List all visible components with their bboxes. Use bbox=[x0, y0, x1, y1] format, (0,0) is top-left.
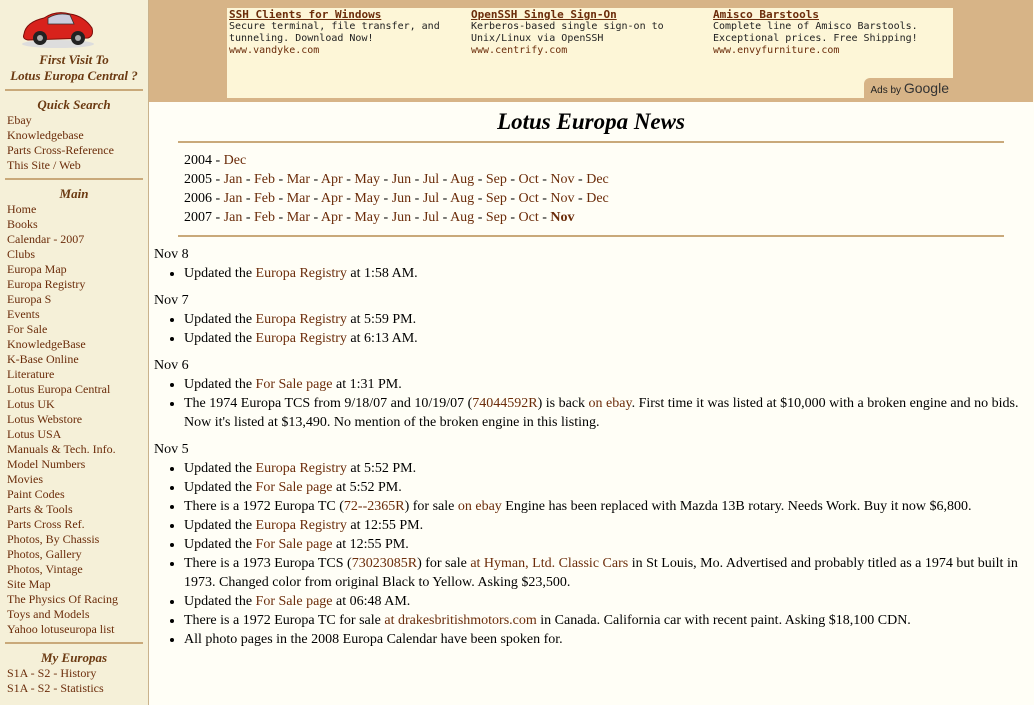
news-items bbox=[154, 375, 1028, 432]
news-text: . First time it was listed at $10,000 with a broken engine and no bids. Now it's listed at $13,490. No mention of the broken engine in this listing. bbox=[184, 396, 1019, 430]
archive-sep: - bbox=[411, 210, 423, 225]
archive-sep: - bbox=[212, 191, 224, 206]
archive-sep: - bbox=[242, 172, 255, 187]
archive-month-jun[interactable]: Jun bbox=[391, 191, 412, 206]
archive-sep: - bbox=[275, 210, 287, 225]
ad-url[interactable]: www.envyfurniture.com bbox=[713, 45, 840, 56]
main-nav-link-k-base-online[interactable]: K-Base Online bbox=[7, 352, 79, 366]
news-text: Updated the bbox=[184, 537, 256, 552]
archive-month-may[interactable]: May bbox=[354, 172, 381, 187]
archive-sep: - bbox=[380, 172, 392, 187]
divider bbox=[5, 642, 143, 644]
divider bbox=[178, 235, 1004, 237]
archive-month-apr[interactable]: Apr bbox=[320, 172, 343, 187]
news-day-title: Nov 6 bbox=[154, 358, 189, 373]
main-nav-item bbox=[7, 562, 148, 577]
archive-sep: - bbox=[310, 191, 321, 206]
news-text: Updated the bbox=[184, 266, 256, 281]
archive-sep: - bbox=[310, 210, 321, 225]
news-item bbox=[184, 375, 1028, 394]
news-day bbox=[154, 245, 1028, 283]
news-link-for-sale-page[interactable]: For Sale page bbox=[255, 377, 333, 392]
archive-month-sep[interactable]: Sep bbox=[485, 172, 507, 187]
news-text: at 12:55 PM. bbox=[346, 518, 424, 533]
divider bbox=[5, 178, 143, 180]
main-nav-link-photos-by-chassis[interactable]: Photos, By Chassis bbox=[7, 532, 100, 546]
main-nav-link-europa-map[interactable]: Europa Map bbox=[7, 262, 67, 276]
ad-text: Secure terminal, file transfer, and tunneling. Download Now! bbox=[229, 21, 440, 44]
ad-text: Complete line of Amisco Barstools. Exceptional prices. Free Shipping! bbox=[713, 21, 918, 44]
quick-search-heading: Quick Search bbox=[37, 97, 111, 112]
archive-sep: - bbox=[474, 210, 486, 225]
archive-month-oct[interactable]: Oct bbox=[518, 191, 539, 206]
main-nav-item bbox=[7, 502, 148, 517]
main-nav-link-europa-s[interactable]: Europa S bbox=[7, 292, 52, 306]
archive-row bbox=[184, 151, 1028, 170]
news-link-europa-registry[interactable]: Europa Registry bbox=[255, 331, 347, 346]
news-items bbox=[154, 310, 1028, 348]
archive-month-aug[interactable]: Aug bbox=[450, 172, 475, 187]
news-item bbox=[184, 478, 1028, 497]
news-day bbox=[154, 440, 1028, 649]
news-link-for-sale-page[interactable]: For Sale page bbox=[255, 594, 333, 609]
archive-month-jul[interactable]: Jul bbox=[422, 172, 440, 187]
ad-title[interactable]: Amisco Barstools bbox=[713, 8, 819, 21]
news-text: Updated the bbox=[184, 312, 256, 327]
news-item bbox=[184, 329, 1028, 348]
main-nav-link-books[interactable]: Books bbox=[7, 217, 38, 231]
main-nav-link-parts-tools[interactable]: Parts & Tools bbox=[7, 502, 73, 516]
main-nav-link-lotus-europa-central[interactable]: Lotus Europa Central bbox=[7, 382, 111, 396]
quick-search-link-this-site-web[interactable]: This Site / Web bbox=[7, 158, 81, 172]
archive-sep: - bbox=[275, 191, 287, 206]
news-text: at 5:52 PM. bbox=[346, 461, 417, 476]
main-nav-item bbox=[7, 217, 148, 232]
red-car-logo-icon[interactable] bbox=[18, 4, 98, 50]
main-nav-link-for-sale[interactable]: For Sale bbox=[7, 322, 48, 336]
main-nav-link-site-map[interactable]: Site Map bbox=[7, 577, 51, 591]
archive-sep: - bbox=[275, 172, 287, 187]
main-nav-item bbox=[7, 337, 148, 352]
news-link-for-sale-page[interactable]: For Sale page bbox=[255, 480, 333, 495]
archive-month-feb[interactable]: Feb bbox=[254, 191, 276, 206]
news-text: Updated the bbox=[184, 518, 256, 533]
news-item bbox=[184, 264, 1028, 283]
main-nav-link-yahoo-lotuseuropa-list[interactable]: Yahoo lotuseuropa list bbox=[7, 622, 115, 636]
archive-sep: - bbox=[439, 191, 451, 206]
my-europas-heading: My Europas bbox=[40, 650, 108, 665]
news-text: There is a 1972 Europa TC ( bbox=[184, 499, 344, 514]
news-text: at 5:52 PM. bbox=[332, 480, 402, 495]
quick-search-item bbox=[7, 113, 148, 128]
news-text: ) for sale bbox=[417, 556, 471, 571]
archive-year: 2007 bbox=[184, 210, 212, 225]
archive-sep: - bbox=[574, 172, 587, 187]
main-nav-link-manuals-tech-info[interactable]: Manuals & Tech. Info. bbox=[7, 442, 116, 456]
news-item bbox=[184, 516, 1028, 535]
archive-month-jul[interactable]: Jul bbox=[422, 210, 440, 225]
main-nav-link-toys-and-models[interactable]: Toys and Models bbox=[7, 607, 90, 621]
news-link-at-drakesbritishmotors-com[interactable]: at drakesbritishmotors.com bbox=[384, 613, 537, 628]
archive-sep: - bbox=[380, 191, 392, 206]
news-text: in St Louis, Mo. Advertised and probably titled as a 1974 but built in 1973. Changed color from original Black to Yellow. Asking $23,500. bbox=[184, 556, 1018, 590]
main-nav-item bbox=[7, 517, 148, 532]
news-text: All photo pages in the 2008 Europa Calendar have been spoken for. bbox=[184, 632, 563, 647]
main-nav-link-movies[interactable]: Movies bbox=[7, 472, 43, 486]
ad-banner bbox=[149, 0, 1033, 102]
news-item bbox=[184, 394, 1028, 432]
archive-month-feb[interactable]: Feb bbox=[254, 210, 276, 225]
main-nav-item bbox=[7, 487, 148, 502]
main-nav-link-photos-gallery[interactable]: Photos, Gallery bbox=[7, 547, 82, 561]
news-day bbox=[154, 291, 1028, 348]
archive-month-nov[interactable]: Nov bbox=[550, 172, 575, 187]
archive-sep: - bbox=[538, 210, 551, 225]
news-text: at 1:58 AM. bbox=[346, 266, 418, 281]
news-text: in Canada. California car with recent paint. Asking $18,100 CDN. bbox=[536, 613, 911, 628]
archive-month-jan[interactable]: Jan bbox=[223, 210, 243, 225]
archive-month-may[interactable]: May bbox=[354, 210, 381, 225]
ad-url[interactable]: www.vandyke.com bbox=[229, 45, 320, 56]
quick-search-item bbox=[7, 158, 148, 173]
main-nav-link-paint-codes[interactable]: Paint Codes bbox=[7, 487, 65, 501]
news-link-for-sale-page[interactable]: For Sale page bbox=[255, 537, 333, 552]
archive-month-apr[interactable]: Apr bbox=[320, 191, 343, 206]
archive-sep: - bbox=[242, 191, 255, 206]
news-items bbox=[154, 264, 1028, 283]
main-nav-item bbox=[7, 547, 148, 562]
archive-sep: - bbox=[538, 191, 551, 206]
main-content bbox=[154, 102, 1028, 649]
archive-month-mar[interactable]: Mar bbox=[286, 191, 311, 206]
news-link-on-ebay[interactable]: on ebay bbox=[457, 499, 502, 514]
ad-title[interactable]: SSH Clients for Windows bbox=[229, 8, 382, 21]
news-day-title: Nov 5 bbox=[154, 442, 189, 457]
news-text: Updated the bbox=[184, 331, 256, 346]
archive-sep: - bbox=[310, 172, 321, 187]
archive-sep: - bbox=[342, 210, 355, 225]
main-nav-link-lotus-usa[interactable]: Lotus USA bbox=[7, 427, 62, 441]
first-visit-line1[interactable]: First Visit To bbox=[39, 52, 109, 67]
my-europas-item bbox=[7, 666, 148, 681]
news-day bbox=[154, 356, 1028, 432]
news-items bbox=[154, 459, 1028, 649]
archive-sep: - bbox=[342, 191, 355, 206]
main-nav-item bbox=[7, 277, 148, 292]
main-nav-link-events[interactable]: Events bbox=[7, 307, 40, 321]
news-day-title: Nov 7 bbox=[154, 293, 189, 308]
news-link-73023085r[interactable]: 73023085R bbox=[351, 556, 418, 571]
main-nav-link-home[interactable]: Home bbox=[7, 202, 37, 216]
ad-box bbox=[227, 8, 953, 98]
archive-month-oct[interactable]: Oct bbox=[518, 172, 539, 187]
main-nav-link-parts-cross-ref[interactable]: Parts Cross Ref. bbox=[7, 517, 85, 531]
archive-year: 2005 bbox=[184, 172, 212, 187]
ad-title[interactable]: OpenSSH Single Sign-On bbox=[471, 8, 617, 21]
archive-month-may[interactable]: May bbox=[354, 191, 381, 206]
main-nav-item bbox=[7, 397, 148, 412]
ad-1[interactable] bbox=[229, 9, 463, 57]
news-text: Updated the bbox=[184, 377, 256, 392]
main-nav-item bbox=[7, 382, 148, 397]
news-item bbox=[184, 459, 1028, 478]
main-nav-item bbox=[7, 292, 148, 307]
ad-2[interactable] bbox=[471, 9, 705, 57]
page-title: Lotus Europa News bbox=[497, 109, 685, 134]
archive-sep: - bbox=[506, 210, 519, 225]
archive-month-dec[interactable]: Dec bbox=[586, 172, 609, 187]
ad-url[interactable]: www.centrify.com bbox=[471, 45, 568, 56]
news-day-title: Nov 8 bbox=[154, 247, 189, 262]
news-text: at 1:31 PM. bbox=[332, 377, 402, 392]
archive-year: 2006 bbox=[184, 191, 212, 206]
news-link-at-hyman-ltd-classic-cars[interactable]: at Hyman, Ltd. Classic Cars bbox=[470, 556, 629, 571]
archive-month-jan[interactable]: Jan bbox=[223, 172, 243, 187]
archive-month-sep[interactable]: Sep bbox=[485, 210, 507, 225]
news-item bbox=[184, 554, 1028, 592]
archive-sep: - bbox=[342, 172, 355, 187]
news-link-74044592r[interactable]: 74044592R bbox=[472, 396, 538, 411]
news-item bbox=[184, 611, 1028, 630]
news-text: at 5:59 PM. bbox=[346, 312, 417, 327]
news-text: at 6:13 AM. bbox=[346, 331, 418, 346]
my-europas-list bbox=[0, 666, 148, 696]
main-nav-link-europa-registry[interactable]: Europa Registry bbox=[7, 277, 86, 291]
news-text: ) for sale bbox=[404, 499, 458, 514]
news-item bbox=[184, 535, 1028, 554]
archive-month-dec[interactable]: Dec bbox=[223, 153, 247, 168]
archive-month-jun[interactable]: Jun bbox=[391, 210, 412, 225]
divider bbox=[5, 89, 143, 91]
main-nav-item bbox=[7, 577, 148, 592]
archive-month-aug[interactable]: Aug bbox=[450, 191, 475, 206]
first-visit-link[interactable] bbox=[0, 52, 148, 84]
news-link-on-ebay[interactable]: on ebay bbox=[588, 396, 632, 411]
news-text: Updated the bbox=[184, 461, 256, 476]
main-nav-item bbox=[7, 247, 148, 262]
archive-sep: - bbox=[212, 172, 224, 187]
main-nav-link-the-physics-of-racing[interactable]: The Physics Of Racing bbox=[7, 592, 118, 606]
archive-sep: - bbox=[411, 191, 423, 206]
my-europas-link-s1a-s2-history[interactable]: S1A - S2 - History bbox=[7, 666, 97, 680]
archive-month-dec[interactable]: Dec bbox=[586, 191, 609, 206]
archive-sep: - bbox=[242, 210, 255, 225]
archive-year: 2004 bbox=[184, 153, 212, 168]
main-nav-item bbox=[7, 232, 148, 247]
quick-search-item bbox=[7, 143, 148, 158]
google-logo[interactable]: Google bbox=[903, 80, 949, 96]
archive-sep: - bbox=[212, 210, 224, 225]
my-europas-item bbox=[7, 681, 148, 696]
news-link-europa-registry[interactable]: Europa Registry bbox=[255, 461, 347, 476]
news-item bbox=[184, 592, 1028, 611]
news-list bbox=[154, 245, 1028, 649]
main-nav-item bbox=[7, 352, 148, 367]
archive-sep: - bbox=[439, 172, 451, 187]
news-link-europa-registry[interactable]: Europa Registry bbox=[255, 312, 347, 327]
archive-month-jan[interactable]: Jan bbox=[223, 191, 243, 206]
news-text: at 12:55 PM. bbox=[332, 537, 409, 552]
archive-sep: - bbox=[411, 172, 423, 187]
main-nav-link-lotus-webstore[interactable]: Lotus Webstore bbox=[7, 412, 83, 426]
main-nav-link-photos-vintage[interactable]: Photos, Vintage bbox=[7, 562, 83, 576]
archive-month-aug[interactable]: Aug bbox=[450, 210, 475, 225]
first-visit-line2[interactable]: Lotus Europa Central ? bbox=[10, 68, 138, 83]
ads-by-label: Ads by bbox=[870, 85, 902, 96]
main-nav-item bbox=[7, 262, 148, 277]
main-nav-item bbox=[7, 412, 148, 427]
news-item bbox=[184, 497, 1028, 516]
main-nav-item bbox=[7, 622, 148, 637]
news-item bbox=[184, 630, 1028, 649]
archive-month-feb[interactable]: Feb bbox=[254, 172, 276, 187]
main-nav-link-calendar-2007[interactable]: Calendar - 2007 bbox=[7, 232, 85, 246]
main-nav-item bbox=[7, 367, 148, 382]
main-nav-link-lotus-uk[interactable]: Lotus UK bbox=[7, 397, 55, 411]
archive-sep: - bbox=[538, 172, 551, 187]
archive-row bbox=[184, 170, 1028, 189]
news-text: at 06:48 AM. bbox=[332, 594, 411, 609]
archive-month-nov[interactable]: Nov bbox=[550, 210, 575, 225]
my-europas-link-s1a-s2-statistics[interactable]: S1A - S2 - Statistics bbox=[7, 681, 104, 695]
ad-3[interactable] bbox=[713, 9, 947, 57]
main-nav-item bbox=[7, 607, 148, 622]
quick-search-list bbox=[0, 113, 148, 173]
main-nav-item bbox=[7, 457, 148, 472]
archive-sep: - bbox=[380, 210, 392, 225]
quick-search-link-ebay[interactable]: Ebay bbox=[7, 113, 32, 127]
archive-month-apr[interactable]: Apr bbox=[320, 210, 343, 225]
main-nav-link-clubs[interactable]: Clubs bbox=[7, 247, 36, 261]
main-nav-item bbox=[7, 592, 148, 607]
archive-sep: - bbox=[212, 153, 224, 168]
news-text: Updated the bbox=[184, 480, 256, 495]
news-text: There is a 1972 Europa TC for sale bbox=[184, 613, 385, 628]
archive-sep: - bbox=[474, 172, 486, 187]
archive-month-sep[interactable]: Sep bbox=[485, 191, 507, 206]
news-text: ) is back bbox=[537, 396, 589, 411]
news-text: Updated the bbox=[184, 594, 256, 609]
main-nav-list bbox=[0, 202, 148, 637]
news-text: Engine has been replaced with Mazda 13B rotary. Needs Work. Buy it now $6,800. bbox=[501, 499, 972, 514]
archive-month-jul[interactable]: Jul bbox=[422, 191, 440, 206]
archive-month-jun[interactable]: Jun bbox=[391, 172, 412, 187]
main-nav-item bbox=[7, 532, 148, 547]
archive-month-mar[interactable]: Mar bbox=[286, 172, 311, 187]
main-nav-item bbox=[7, 322, 148, 337]
divider bbox=[178, 141, 1004, 143]
archive-month-mar[interactable]: Mar bbox=[286, 210, 311, 225]
quick-search-link-parts-cross-reference[interactable]: Parts Cross-Reference bbox=[7, 143, 114, 157]
archive-nav bbox=[184, 151, 1028, 227]
main-nav-link-model-numbers[interactable]: Model Numbers bbox=[7, 457, 86, 471]
sidebar bbox=[0, 0, 149, 705]
main-nav-item bbox=[7, 307, 148, 322]
ads-by-google[interactable] bbox=[864, 78, 953, 98]
archive-row bbox=[184, 208, 1028, 227]
archive-sep: - bbox=[439, 210, 451, 225]
quick-search-link-knowledgebase[interactable]: Knowledgebase bbox=[7, 128, 84, 142]
main-nav-item bbox=[7, 442, 148, 457]
archive-sep: - bbox=[506, 191, 519, 206]
archive-month-nov[interactable]: Nov bbox=[550, 191, 575, 206]
news-link-72-2365r[interactable]: 72--2365R bbox=[343, 499, 405, 514]
archive-sep: - bbox=[574, 191, 587, 206]
news-item bbox=[184, 310, 1028, 329]
archive-month-oct[interactable]: Oct bbox=[518, 210, 539, 225]
news-link-europa-registry[interactable]: Europa Registry bbox=[255, 266, 347, 281]
news-text: The 1974 Europa TCS from 9/18/07 and 10/19/07 ( bbox=[184, 396, 473, 411]
archive-sep: - bbox=[474, 191, 486, 206]
ad-text: Kerberos-based single sign-on to Unix/Linux via OpenSSH bbox=[471, 21, 664, 44]
news-link-europa-registry[interactable]: Europa Registry bbox=[255, 518, 347, 533]
archive-row bbox=[184, 189, 1028, 208]
quick-search-item bbox=[7, 128, 148, 143]
main-nav-item bbox=[7, 472, 148, 487]
main-heading: Main bbox=[59, 186, 89, 201]
main-nav-item bbox=[7, 427, 148, 442]
archive-sep: - bbox=[506, 172, 519, 187]
news-text: There is a 1973 Europa TCS ( bbox=[184, 556, 352, 571]
main-nav-link-knowledgebase[interactable]: KnowledgeBase bbox=[7, 337, 86, 351]
main-nav-item bbox=[7, 202, 148, 217]
main-nav-link-literature[interactable]: Literature bbox=[7, 367, 55, 381]
